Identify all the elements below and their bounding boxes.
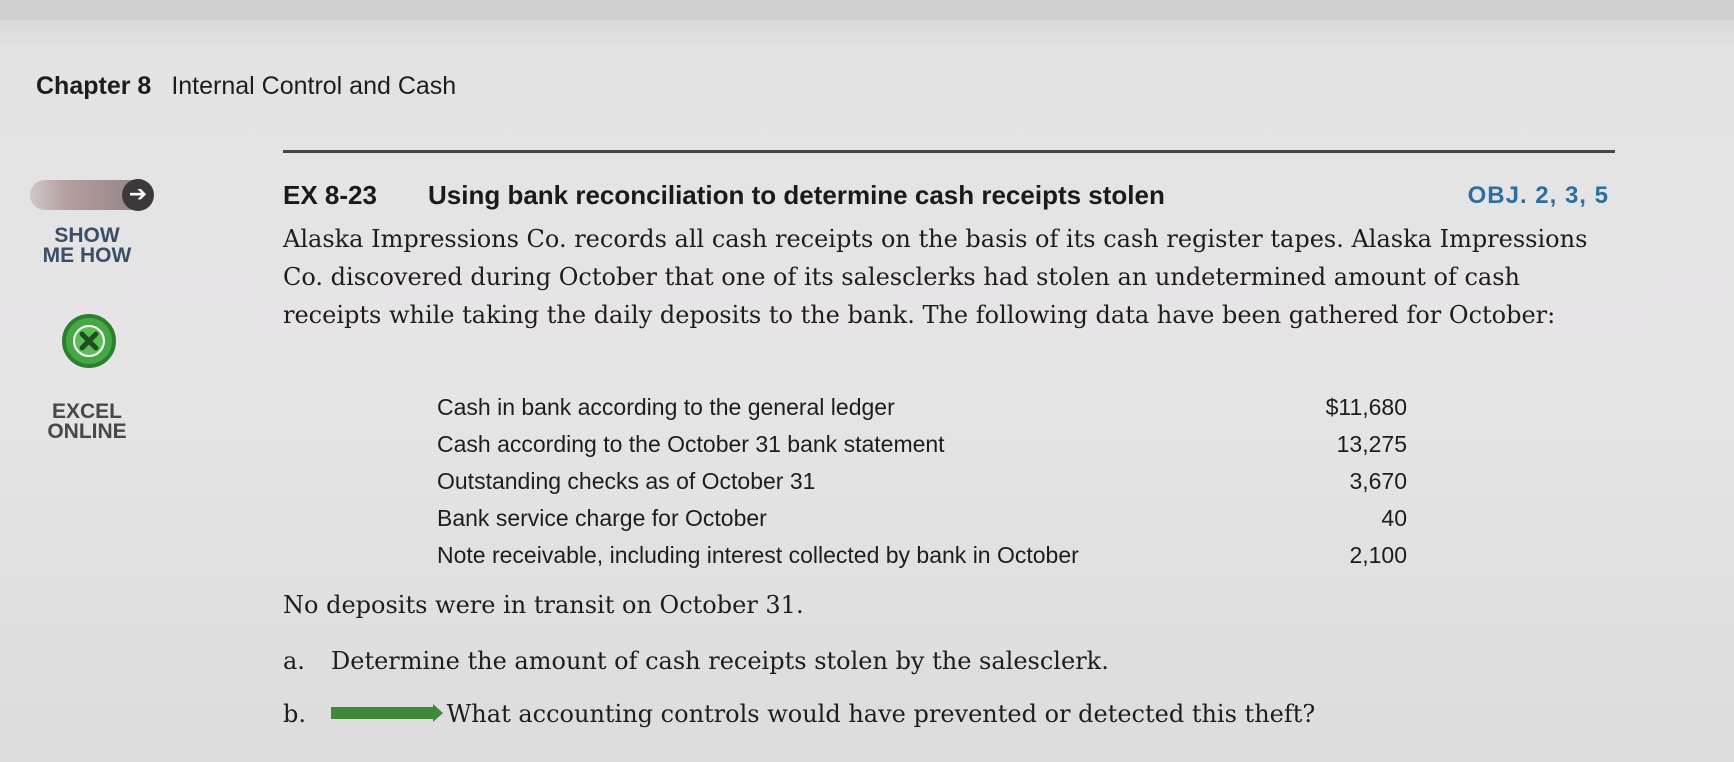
- question-b: [283, 700, 1315, 728]
- excel-x-icon: [62, 314, 116, 368]
- question-letter: b.: [283, 700, 306, 728]
- show-me-how-line2: ME HOW: [42, 244, 132, 267]
- data-label: Cash in bank according to the general ledger: [437, 394, 895, 420]
- show-me-how-line1: SHOW: [54, 224, 120, 247]
- section-divider: [283, 150, 1615, 153]
- objectives-label: OBJ. 2, 3, 5: [1467, 182, 1609, 209]
- data-value: 2,100: [1349, 542, 1407, 568]
- data-row: [437, 431, 1407, 468]
- excel-online-button[interactable]: [22, 312, 160, 452]
- chapter-header: [36, 72, 456, 101]
- data-row: [437, 468, 1407, 505]
- data-row: [437, 505, 1407, 542]
- show-me-how-button[interactable]: [22, 176, 160, 272]
- excel-online-label: [22, 402, 152, 442]
- chapter-title: Internal Control and Cash: [171, 72, 457, 100]
- excel-online-line2: ONLINE: [47, 420, 127, 443]
- question-text: What accounting controls would have prevented or detected this theft?: [446, 700, 1316, 728]
- data-value: $11,680: [1325, 394, 1407, 420]
- exercise-intro: Alaska Impressions Co. records all cash receipts on the basis of its cash register tapes. Alaska Impressions Co. discovered during October that one of its salesclerks had stolen an undetermined amount of cash receipts while taking the daily deposits to the bank. The following data have been gathered for October:: [283, 225, 1588, 329]
- data-row: [437, 394, 1407, 431]
- deposit-note: No deposits were in transit on October 31.: [283, 591, 804, 619]
- data-label: Cash according to the October 31 bank statement: [437, 431, 945, 457]
- question-letter: a.: [283, 647, 305, 675]
- data-value: 13,275: [1336, 431, 1407, 457]
- data-value: 40: [1381, 505, 1407, 531]
- exercise-title: Using bank reconciliation to determine cash receipts stolen: [428, 180, 1165, 210]
- data-row: [437, 542, 1407, 579]
- green-arrow-tag-icon: [331, 707, 435, 719]
- data-value: 3,670: [1349, 468, 1407, 494]
- chapter-number: Chapter 8: [36, 72, 152, 100]
- data-table: [437, 394, 1407, 579]
- exercise-header: [283, 180, 1615, 216]
- data-label: Note receivable, including interest collected by bank in October: [437, 542, 1079, 568]
- data-label: Bank service charge for October: [437, 505, 767, 531]
- top-shadow-band: [0, 0, 1734, 20]
- exercise-number: EX 8-23: [283, 180, 377, 210]
- excel-online-line1: EXCEL: [51, 400, 122, 423]
- arrow-right-icon: ➔: [122, 179, 154, 211]
- data-label: Outstanding checks as of October 31: [437, 468, 816, 494]
- show-me-how-label: [22, 226, 152, 266]
- question-text: Determine the amount of cash receipts stolen by the salesclerk.: [331, 647, 1109, 675]
- question-a: [283, 647, 1109, 675]
